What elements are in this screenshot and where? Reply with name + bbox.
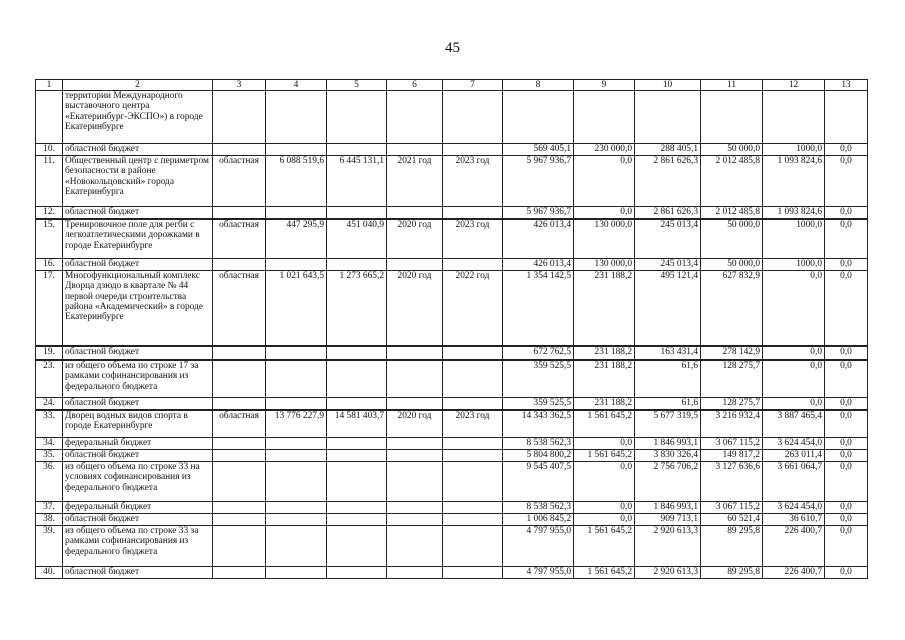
- table-cell: [327, 462, 387, 502]
- table-row: [36, 91, 868, 144]
- table-cell: 2020 год: [387, 271, 443, 347]
- table-cell: областная: [213, 410, 266, 438]
- table-cell: 226 400,7: [763, 526, 825, 567]
- row-name-cell: областной бюджет: [63, 346, 213, 360]
- table-cell: областная: [213, 156, 266, 207]
- table-cell: [387, 144, 443, 156]
- table-cell: [443, 259, 503, 271]
- table-cell: 0,0: [825, 514, 868, 526]
- table-cell: 1000,0: [763, 144, 825, 156]
- table-cell: 1 021 643,5: [266, 271, 327, 347]
- table-cell: [213, 450, 266, 462]
- table-cell: 0,0: [574, 514, 635, 526]
- table-cell: [213, 567, 266, 579]
- table-cell: 2020 год: [387, 219, 443, 259]
- column-number-cell: 9: [574, 80, 635, 91]
- table-cell: областная: [213, 271, 266, 347]
- table-cell: 13 776 227,9: [266, 410, 327, 438]
- table-cell: 1 093 824,6: [763, 207, 825, 220]
- row-name-cell: из общего объема по строке 33 за рамками софинансирования из федерального бюджета: [63, 526, 213, 567]
- table-cell: 359 525,5: [503, 398, 574, 411]
- row-name-cell: территории Международного выставочного центра «Екатеринбург-ЭКСПО») в городе Екатеринбурге: [63, 91, 213, 144]
- column-number-cell: 13: [825, 80, 868, 91]
- table-cell: [266, 398, 327, 411]
- table-cell: 2 920 613,3: [635, 567, 701, 579]
- table-cell: 0,0: [825, 207, 868, 220]
- table-row: [36, 360, 868, 398]
- table-cell: 6 088 519,6: [266, 156, 327, 207]
- table-cell: 2020 год: [387, 410, 443, 438]
- table-row: [36, 450, 868, 462]
- table-cell: [825, 91, 868, 144]
- table-cell: 495 121,4: [635, 271, 701, 347]
- row-name-cell: Дворец водных видов спорта в городе Екатеринбурге: [63, 410, 213, 438]
- row-number-cell: 15.: [36, 219, 63, 259]
- table-cell: [213, 398, 266, 411]
- row-name-cell: областной бюджет: [63, 144, 213, 156]
- table-cell: 5 967 936,7: [503, 207, 574, 220]
- table-cell: 226 400,7: [763, 567, 825, 579]
- table-cell: 359 525,5: [503, 360, 574, 398]
- table-cell: 426 013,4: [503, 259, 574, 271]
- table-cell: 0,0: [825, 346, 868, 360]
- table-cell: 0,0: [825, 398, 868, 411]
- row-number-cell: 33.: [36, 410, 63, 438]
- table-cell: [443, 91, 503, 144]
- table-cell: [327, 438, 387, 450]
- table-cell: 8 538 562,3: [503, 502, 574, 514]
- table-cell: [213, 502, 266, 514]
- table-cell: [327, 91, 387, 144]
- table-row: [36, 398, 868, 411]
- table-cell: [387, 526, 443, 567]
- table-cell: [266, 346, 327, 360]
- table-cell: 3 887 465,4: [763, 410, 825, 438]
- budget-table: [35, 79, 868, 579]
- column-number-cell: 6: [387, 80, 443, 91]
- table-cell: [213, 91, 266, 144]
- table-cell: 3 661 064,7: [763, 462, 825, 502]
- row-name-cell: федеральный бюджет: [63, 438, 213, 450]
- table-cell: 2 920 613,3: [635, 526, 701, 567]
- table-cell: 1 561 645,2: [574, 410, 635, 438]
- table-cell: 0,0: [825, 438, 868, 450]
- row-number-cell: 36.: [36, 462, 63, 502]
- table-cell: 1 006 845,2: [503, 514, 574, 526]
- table-cell: [387, 502, 443, 514]
- table-body: [36, 80, 868, 579]
- table-cell: 245 013,4: [635, 259, 701, 271]
- table-row: [36, 410, 868, 438]
- row-number-cell: 38.: [36, 514, 63, 526]
- table-cell: 61,6: [635, 398, 701, 411]
- table-cell: 1 273 665,2: [327, 271, 387, 347]
- column-number-cell: 7: [443, 80, 503, 91]
- table-cell: 2022 год: [443, 271, 503, 347]
- column-number-cell: 11: [701, 80, 763, 91]
- table-cell: [443, 438, 503, 450]
- table-cell: 0,0: [825, 259, 868, 271]
- table-cell: 1 561 645,2: [574, 450, 635, 462]
- table-cell: [327, 259, 387, 271]
- table-cell: [574, 91, 635, 144]
- table-row: [36, 271, 868, 347]
- column-number-cell: 1: [36, 80, 63, 91]
- table-cell: [387, 346, 443, 360]
- table-cell: 128 275,7: [701, 398, 763, 411]
- row-name-cell: Общественный центр с периметром безопасности в районе «Новокольцовский» города Екатеринбурга: [63, 156, 213, 207]
- table-cell: [701, 91, 763, 144]
- table-row: [36, 514, 868, 526]
- table-cell: [213, 207, 266, 220]
- table-cell: 569 405,1: [503, 144, 574, 156]
- table-cell: 3 624 454,0: [763, 438, 825, 450]
- table-cell: 230 000,0: [574, 144, 635, 156]
- table-cell: 447 295,9: [266, 219, 327, 259]
- row-number-cell: 12.: [36, 207, 63, 220]
- column-number-cell: 12: [763, 80, 825, 91]
- table-cell: [327, 514, 387, 526]
- table-cell: [266, 526, 327, 567]
- table-cell: [387, 207, 443, 220]
- table-cell: [387, 360, 443, 398]
- row-number-cell: [36, 91, 63, 144]
- table-cell: 149 817,2: [701, 450, 763, 462]
- table-cell: 0,0: [574, 462, 635, 502]
- table-cell: [213, 514, 266, 526]
- table-cell: [213, 259, 266, 271]
- table-cell: [327, 346, 387, 360]
- page-number: 45: [445, 40, 460, 56]
- table-cell: 14 343 362,5: [503, 410, 574, 438]
- row-number-cell: 16.: [36, 259, 63, 271]
- table-cell: 2021 год: [387, 156, 443, 207]
- table-cell: 451 040,9: [327, 219, 387, 259]
- table-cell: [327, 398, 387, 411]
- table-cell: [387, 450, 443, 462]
- table-cell: 4 797 955,0: [503, 526, 574, 567]
- row-number-cell: 40.: [36, 567, 63, 579]
- table-cell: 1 846 993,1: [635, 438, 701, 450]
- table-cell: [213, 462, 266, 502]
- table-cell: [266, 567, 327, 579]
- table-cell: [763, 91, 825, 144]
- table-cell: 14 581 403,7: [327, 410, 387, 438]
- table-row: [36, 567, 868, 579]
- column-number-cell: 10: [635, 80, 701, 91]
- table-cell: 0,0: [825, 144, 868, 156]
- table-cell: 0,0: [825, 360, 868, 398]
- table-cell: 2023 год: [443, 410, 503, 438]
- table-cell: 8 538 562,3: [503, 438, 574, 450]
- table-cell: 278 142,9: [701, 346, 763, 360]
- table-cell: 1000,0: [763, 259, 825, 271]
- table-cell: [266, 502, 327, 514]
- row-name-cell: из общего объема по строке 17 за рамками софинансирования из федерального бюджета: [63, 360, 213, 398]
- row-name-cell: областной бюджет: [63, 514, 213, 526]
- table-cell: [266, 144, 327, 156]
- table-cell: 0,0: [825, 462, 868, 502]
- table-cell: 36 610,7: [763, 514, 825, 526]
- table-cell: 231 188,2: [574, 360, 635, 398]
- table-cell: 0,0: [574, 502, 635, 514]
- table-cell: [266, 91, 327, 144]
- table-cell: 0,0: [574, 156, 635, 207]
- table-cell: 130 000,0: [574, 219, 635, 259]
- table-cell: [266, 360, 327, 398]
- table-cell: 231 188,2: [574, 271, 635, 347]
- table-cell: 0,0: [574, 438, 635, 450]
- row-number-cell: 39.: [36, 526, 63, 567]
- row-name-cell: областной бюджет: [63, 450, 213, 462]
- row-number-cell: 35.: [36, 450, 63, 462]
- table-cell: [213, 360, 266, 398]
- table-cell: 3 067 115,2: [701, 438, 763, 450]
- table-cell: 0,0: [825, 526, 868, 567]
- table-cell: 909 713,1: [635, 514, 701, 526]
- table-cell: 0,0: [825, 156, 868, 207]
- table-cell: 0,0: [574, 207, 635, 220]
- table-cell: [443, 526, 503, 567]
- table-cell: [327, 526, 387, 567]
- table-row: [36, 526, 868, 567]
- table-cell: 0,0: [825, 410, 868, 438]
- table-cell: 0,0: [825, 567, 868, 579]
- table-cell: 89 295,8: [701, 526, 763, 567]
- table-cell: 60 521,4: [701, 514, 763, 526]
- table-cell: 3 624 454,0: [763, 502, 825, 514]
- table-cell: 1 561 645,2: [574, 567, 635, 579]
- table-cell: 5 967 936,7: [503, 156, 574, 207]
- table-cell: [266, 450, 327, 462]
- table-cell: [387, 259, 443, 271]
- table-cell: 3 067 115,2: [701, 502, 763, 514]
- table-cell: 2 012 485,8: [701, 207, 763, 220]
- table-cell: [213, 438, 266, 450]
- row-number-cell: 11.: [36, 156, 63, 207]
- table-cell: [443, 514, 503, 526]
- table-cell: 288 405,1: [635, 144, 701, 156]
- table-cell: 5 677 319,5: [635, 410, 701, 438]
- row-number-cell: 24.: [36, 398, 63, 411]
- row-name-cell: из общего объема по строке 33 на условиях софинансирования из федерального бюджета: [63, 462, 213, 502]
- table-cell: 50 000,0: [701, 219, 763, 259]
- table-cell: [213, 346, 266, 360]
- column-number-cell: 3: [213, 80, 266, 91]
- table-cell: 2023 год: [443, 219, 503, 259]
- table-cell: 61,6: [635, 360, 701, 398]
- table-cell: [327, 502, 387, 514]
- table-cell: 426 013,4: [503, 219, 574, 259]
- table-cell: [443, 346, 503, 360]
- table-cell: 0,0: [763, 346, 825, 360]
- row-name-cell: областной бюджет: [63, 398, 213, 411]
- row-number-cell: 34.: [36, 438, 63, 450]
- table-row: [36, 219, 868, 259]
- table-cell: 6 445 131,1: [327, 156, 387, 207]
- table-cell: [443, 462, 503, 502]
- table-cell: [387, 91, 443, 144]
- table-cell: 3 127 636,6: [701, 462, 763, 502]
- table-cell: [443, 502, 503, 514]
- row-number-cell: 37.: [36, 502, 63, 514]
- column-number-cell: 4: [266, 80, 327, 91]
- table-cell: [443, 398, 503, 411]
- table-cell: [443, 450, 503, 462]
- table-cell: [266, 438, 327, 450]
- table-cell: [327, 360, 387, 398]
- row-number-cell: 10.: [36, 144, 63, 156]
- table-cell: [387, 438, 443, 450]
- table-cell: 89 295,8: [701, 567, 763, 579]
- table-cell: 50 000,0: [701, 144, 763, 156]
- row-name-cell: Тренировочное поле для регби с легкоатлетическими дорожками в городе Екатеринбурге: [63, 219, 213, 259]
- column-number-header: [36, 80, 868, 91]
- table-cell: [266, 462, 327, 502]
- table-row: [36, 462, 868, 502]
- table-cell: 2 012 485,8: [701, 156, 763, 207]
- table-cell: [443, 360, 503, 398]
- table-row: [36, 438, 868, 450]
- table-cell: [503, 91, 574, 144]
- table-row: [36, 502, 868, 514]
- table-cell: 2023 год: [443, 156, 503, 207]
- table-cell: 0,0: [825, 502, 868, 514]
- table-row: [36, 259, 868, 271]
- table-cell: 50 000,0: [701, 259, 763, 271]
- table-cell: 231 188,2: [574, 346, 635, 360]
- row-name-cell: Многофункциональный комплекс Дворца дзюдо в квартале № 44 первой очереди строительства района «Академический» в городе Екатеринбурге: [63, 271, 213, 347]
- table-cell: 0,0: [763, 360, 825, 398]
- table-cell: 1 354 142,5: [503, 271, 574, 347]
- table-cell: [443, 567, 503, 579]
- table-cell: [387, 462, 443, 502]
- table-cell: областная: [213, 219, 266, 259]
- table-cell: 1000,0: [763, 219, 825, 259]
- table-cell: [387, 567, 443, 579]
- table-row: [36, 207, 868, 220]
- column-number-cell: 8: [503, 80, 574, 91]
- row-number-cell: 23.: [36, 360, 63, 398]
- table-cell: 128 275,7: [701, 360, 763, 398]
- table-cell: [387, 398, 443, 411]
- table-cell: [635, 91, 701, 144]
- table-cell: [327, 144, 387, 156]
- table-cell: 0,0: [763, 271, 825, 347]
- table-cell: 263 011,4: [763, 450, 825, 462]
- table-cell: [266, 207, 327, 220]
- table-cell: 2 861 626,3: [635, 207, 701, 220]
- table-cell: 0,0: [825, 271, 868, 347]
- table-cell: 4 797 955,0: [503, 567, 574, 579]
- table-cell: 1 093 824,6: [763, 156, 825, 207]
- column-number-cell: 2: [63, 80, 213, 91]
- table-cell: 245 013,4: [635, 219, 701, 259]
- table-cell: 3 830 326,4: [635, 450, 701, 462]
- table-row: [36, 346, 868, 360]
- table-cell: 130 000,0: [574, 259, 635, 271]
- table-cell: [387, 514, 443, 526]
- row-number-cell: 17.: [36, 271, 63, 347]
- table-cell: 9 545 407,5: [503, 462, 574, 502]
- table-cell: 0,0: [825, 450, 868, 462]
- table-cell: [213, 526, 266, 567]
- table-cell: 1 846 993,1: [635, 502, 701, 514]
- row-name-cell: областной бюджет: [63, 259, 213, 271]
- table-cell: [327, 567, 387, 579]
- table-cell: [266, 259, 327, 271]
- table-cell: 3 216 932,4: [701, 410, 763, 438]
- table-row: [36, 144, 868, 156]
- table-cell: [213, 144, 266, 156]
- table-cell: 627 832,9: [701, 271, 763, 347]
- table-cell: [443, 144, 503, 156]
- table-cell: [327, 207, 387, 220]
- table-cell: 0,0: [825, 219, 868, 259]
- table-cell: [266, 514, 327, 526]
- table-cell: 2 756 706,2: [635, 462, 701, 502]
- table-cell: [327, 450, 387, 462]
- table-cell: 1 561 645,2: [574, 526, 635, 567]
- row-name-cell: федеральный бюджет: [63, 502, 213, 514]
- row-name-cell: областной бюджет: [63, 207, 213, 220]
- table-cell: 2 861 626,3: [635, 156, 701, 207]
- row-number-cell: 19.: [36, 346, 63, 360]
- table-cell: 0,0: [763, 398, 825, 411]
- table-cell: 231 188,2: [574, 398, 635, 411]
- column-number-cell: 5: [327, 80, 387, 91]
- table-cell: 5 804 800,2: [503, 450, 574, 462]
- table-cell: 672 762,5: [503, 346, 574, 360]
- table-row: [36, 156, 868, 207]
- row-name-cell: областной бюджет: [63, 567, 213, 579]
- table-cell: 163 431,4: [635, 346, 701, 360]
- table-cell: [443, 207, 503, 220]
